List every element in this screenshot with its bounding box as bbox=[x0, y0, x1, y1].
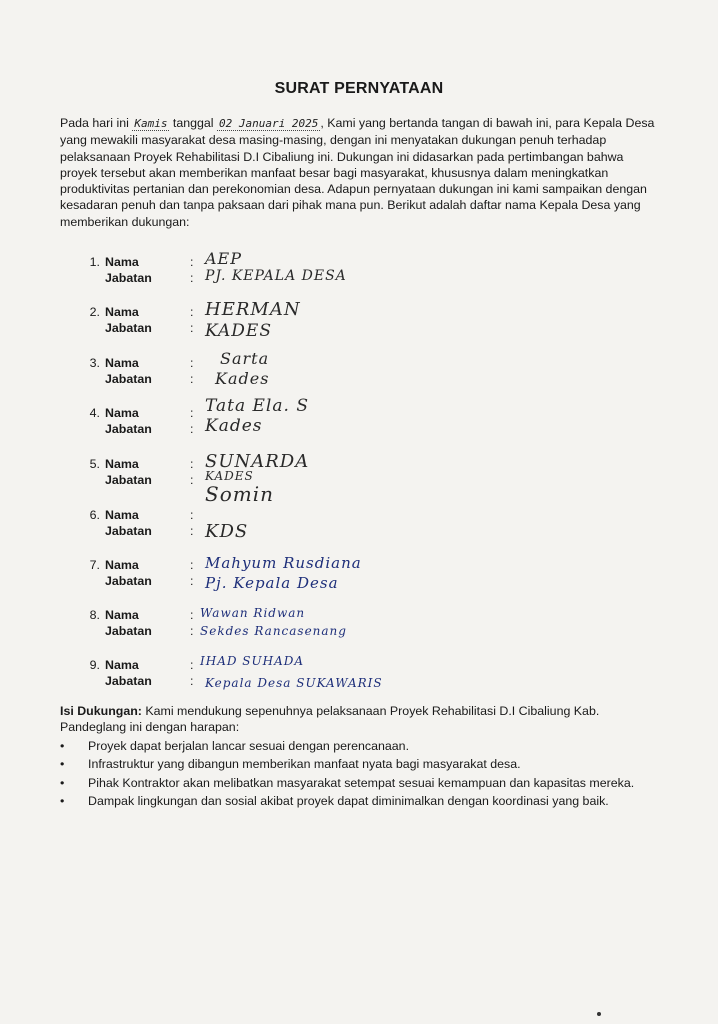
hari-field: Kamis bbox=[134, 117, 168, 130]
tanggal-field: 02 Januari 2025 bbox=[219, 117, 319, 130]
colon: : bbox=[190, 406, 194, 420]
handwritten-jabatan: Pj. Kepala Desa bbox=[205, 574, 339, 592]
isi-dukungan-label: Isi Dukungan: bbox=[60, 704, 142, 718]
handwritten-nama: IHAD SUHADA bbox=[200, 654, 305, 668]
nama-label: Nama bbox=[105, 305, 139, 319]
colon: : bbox=[190, 305, 194, 319]
colon: : bbox=[190, 574, 194, 588]
jabatan-label: Jabatan bbox=[105, 422, 152, 436]
entry-number: 6. bbox=[89, 508, 100, 522]
bullet-icon: • bbox=[60, 757, 65, 772]
handwritten-jabatan: Sekdes Rancasenang bbox=[200, 624, 347, 638]
handwritten-nama: AEP bbox=[205, 249, 242, 268]
nama-label: Nama bbox=[105, 658, 139, 672]
isi-dukungan-paragraph bbox=[60, 703, 660, 736]
colon: : bbox=[190, 356, 194, 370]
list-item bbox=[60, 793, 660, 809]
list-item bbox=[60, 738, 660, 754]
handwritten-jabatan: Kades bbox=[205, 416, 263, 436]
colon: : bbox=[190, 372, 194, 386]
colon: : bbox=[190, 457, 194, 471]
entry-number: 5. bbox=[89, 457, 100, 471]
handwritten-jabatan: KADES bbox=[205, 469, 254, 483]
handwritten-jabatan: KDS bbox=[205, 521, 249, 542]
colon: : bbox=[190, 271, 194, 285]
jabatan-label: Jabatan bbox=[105, 624, 152, 638]
handwritten-jabatan: PJ. KEPALA DESA bbox=[205, 268, 347, 284]
colon: : bbox=[190, 674, 194, 688]
handwritten-jabatan: Kades bbox=[215, 369, 270, 388]
intro-text-3: , Kami yang bertanda tangan di bawah ini, para Kepala Desa yang mewakili masyarakat desa masing-masing, dengan ini menyatakan dukungan penuh terhadap pelaksanaan Proyek Rehabilitasi D.I Cibaliung ini. Dukungan ini didasarkan pada pertimbangan bahwa proyek tersebut akan memberikan manfaat besar bagi masyarakat, khususnya dalam meningkatkan produktivitas pertanian dan perekonomian desa. Adapun pernyataan dukungan ini kami sampaikan dengan kesadaran penuh dan tanpa paksaan dari pihak mana pun. Berikut adalah daftar nama Kepala Desa yang memberikan dukungan: bbox=[60, 116, 655, 229]
bullet-text: Proyek dapat berjalan lancar sesuai dengan perencanaan. bbox=[88, 739, 410, 753]
jabatan-label: Jabatan bbox=[105, 321, 152, 335]
colon: : bbox=[190, 422, 194, 436]
jabatan-label: Jabatan bbox=[105, 271, 152, 285]
handwritten-nama: Wawan Ridwan bbox=[200, 606, 306, 620]
entry-number: 2. bbox=[89, 305, 100, 319]
entry-number: 7. bbox=[89, 558, 100, 572]
colon: : bbox=[190, 658, 194, 672]
colon: : bbox=[190, 608, 194, 622]
intro-text-1: Pada hari ini bbox=[60, 116, 133, 130]
entry-number: 3. bbox=[89, 356, 100, 370]
bullet-icon: • bbox=[60, 739, 65, 753]
nama-label: Nama bbox=[105, 558, 139, 572]
entry-number: 4. bbox=[89, 406, 100, 420]
colon: : bbox=[190, 524, 194, 538]
colon: : bbox=[190, 255, 194, 269]
nama-label: Nama bbox=[105, 608, 139, 622]
jabatan-label: Jabatan bbox=[105, 372, 152, 386]
bullet-text: Infrastruktur yang dibangun memberikan manfaat nyata bagi masyarakat desa. bbox=[88, 757, 521, 772]
nama-label: Nama bbox=[105, 255, 139, 269]
intro-text-2: tanggal bbox=[169, 116, 217, 130]
nama-label: Nama bbox=[105, 457, 139, 471]
bullet-icon: • bbox=[60, 793, 65, 808]
bullet-text: Pihak Kontraktor akan melibatkan masyarakat setempat sesuai kemampuan dan kapasitas mereka. bbox=[88, 775, 635, 790]
handwritten-nama: Tata Ela. S bbox=[205, 396, 309, 416]
nama-label: Nama bbox=[105, 356, 139, 370]
list-item bbox=[60, 756, 660, 772]
entry-number: 1. bbox=[89, 255, 100, 269]
list-item bbox=[60, 775, 660, 791]
isi-dukungan-text: Kami mendukung sepenuhnya pelaksanaan Proyek Rehabilitasi D.I Cibaliung Kab. Pandeglang ini dengan harapan: bbox=[60, 704, 600, 735]
jabatan-label: Jabatan bbox=[105, 473, 152, 487]
entry-number: 9. bbox=[89, 658, 100, 672]
intro-paragraph bbox=[60, 115, 660, 230]
jabatan-label: Jabatan bbox=[105, 524, 152, 538]
handwritten-jabatan: KADES bbox=[205, 321, 272, 341]
jabatan-label: Jabatan bbox=[105, 574, 152, 588]
handwritten-nama: Mahyum Rusdiana bbox=[205, 554, 362, 572]
colon: : bbox=[190, 473, 194, 487]
colon: : bbox=[190, 624, 194, 638]
handwritten-nama: Somin bbox=[205, 482, 274, 506]
jabatan-label: Jabatan bbox=[105, 674, 152, 688]
scan-speck bbox=[597, 1012, 601, 1016]
handwritten-nama: Sarta bbox=[220, 349, 270, 368]
colon: : bbox=[190, 321, 194, 335]
handwritten-nama: SUNARDA bbox=[205, 451, 310, 472]
nama-label: Nama bbox=[105, 508, 139, 522]
bullet-icon: • bbox=[60, 775, 65, 790]
bullet-text: Dampak lingkungan dan sosial akibat proyek dapat diminimalkan dengan koordinasi yang baik. bbox=[88, 793, 609, 808]
nama-label: Nama bbox=[105, 406, 139, 420]
colon: : bbox=[190, 558, 194, 572]
document-title: SURAT PERNYATAAN bbox=[274, 80, 444, 97]
entry-number: 8. bbox=[89, 608, 100, 622]
harapan-list bbox=[60, 738, 660, 811]
handwritten-jabatan: Kepala Desa SUKAWARIS bbox=[205, 676, 383, 690]
colon: : bbox=[190, 508, 194, 522]
handwritten-nama: HERMAN bbox=[205, 299, 301, 320]
